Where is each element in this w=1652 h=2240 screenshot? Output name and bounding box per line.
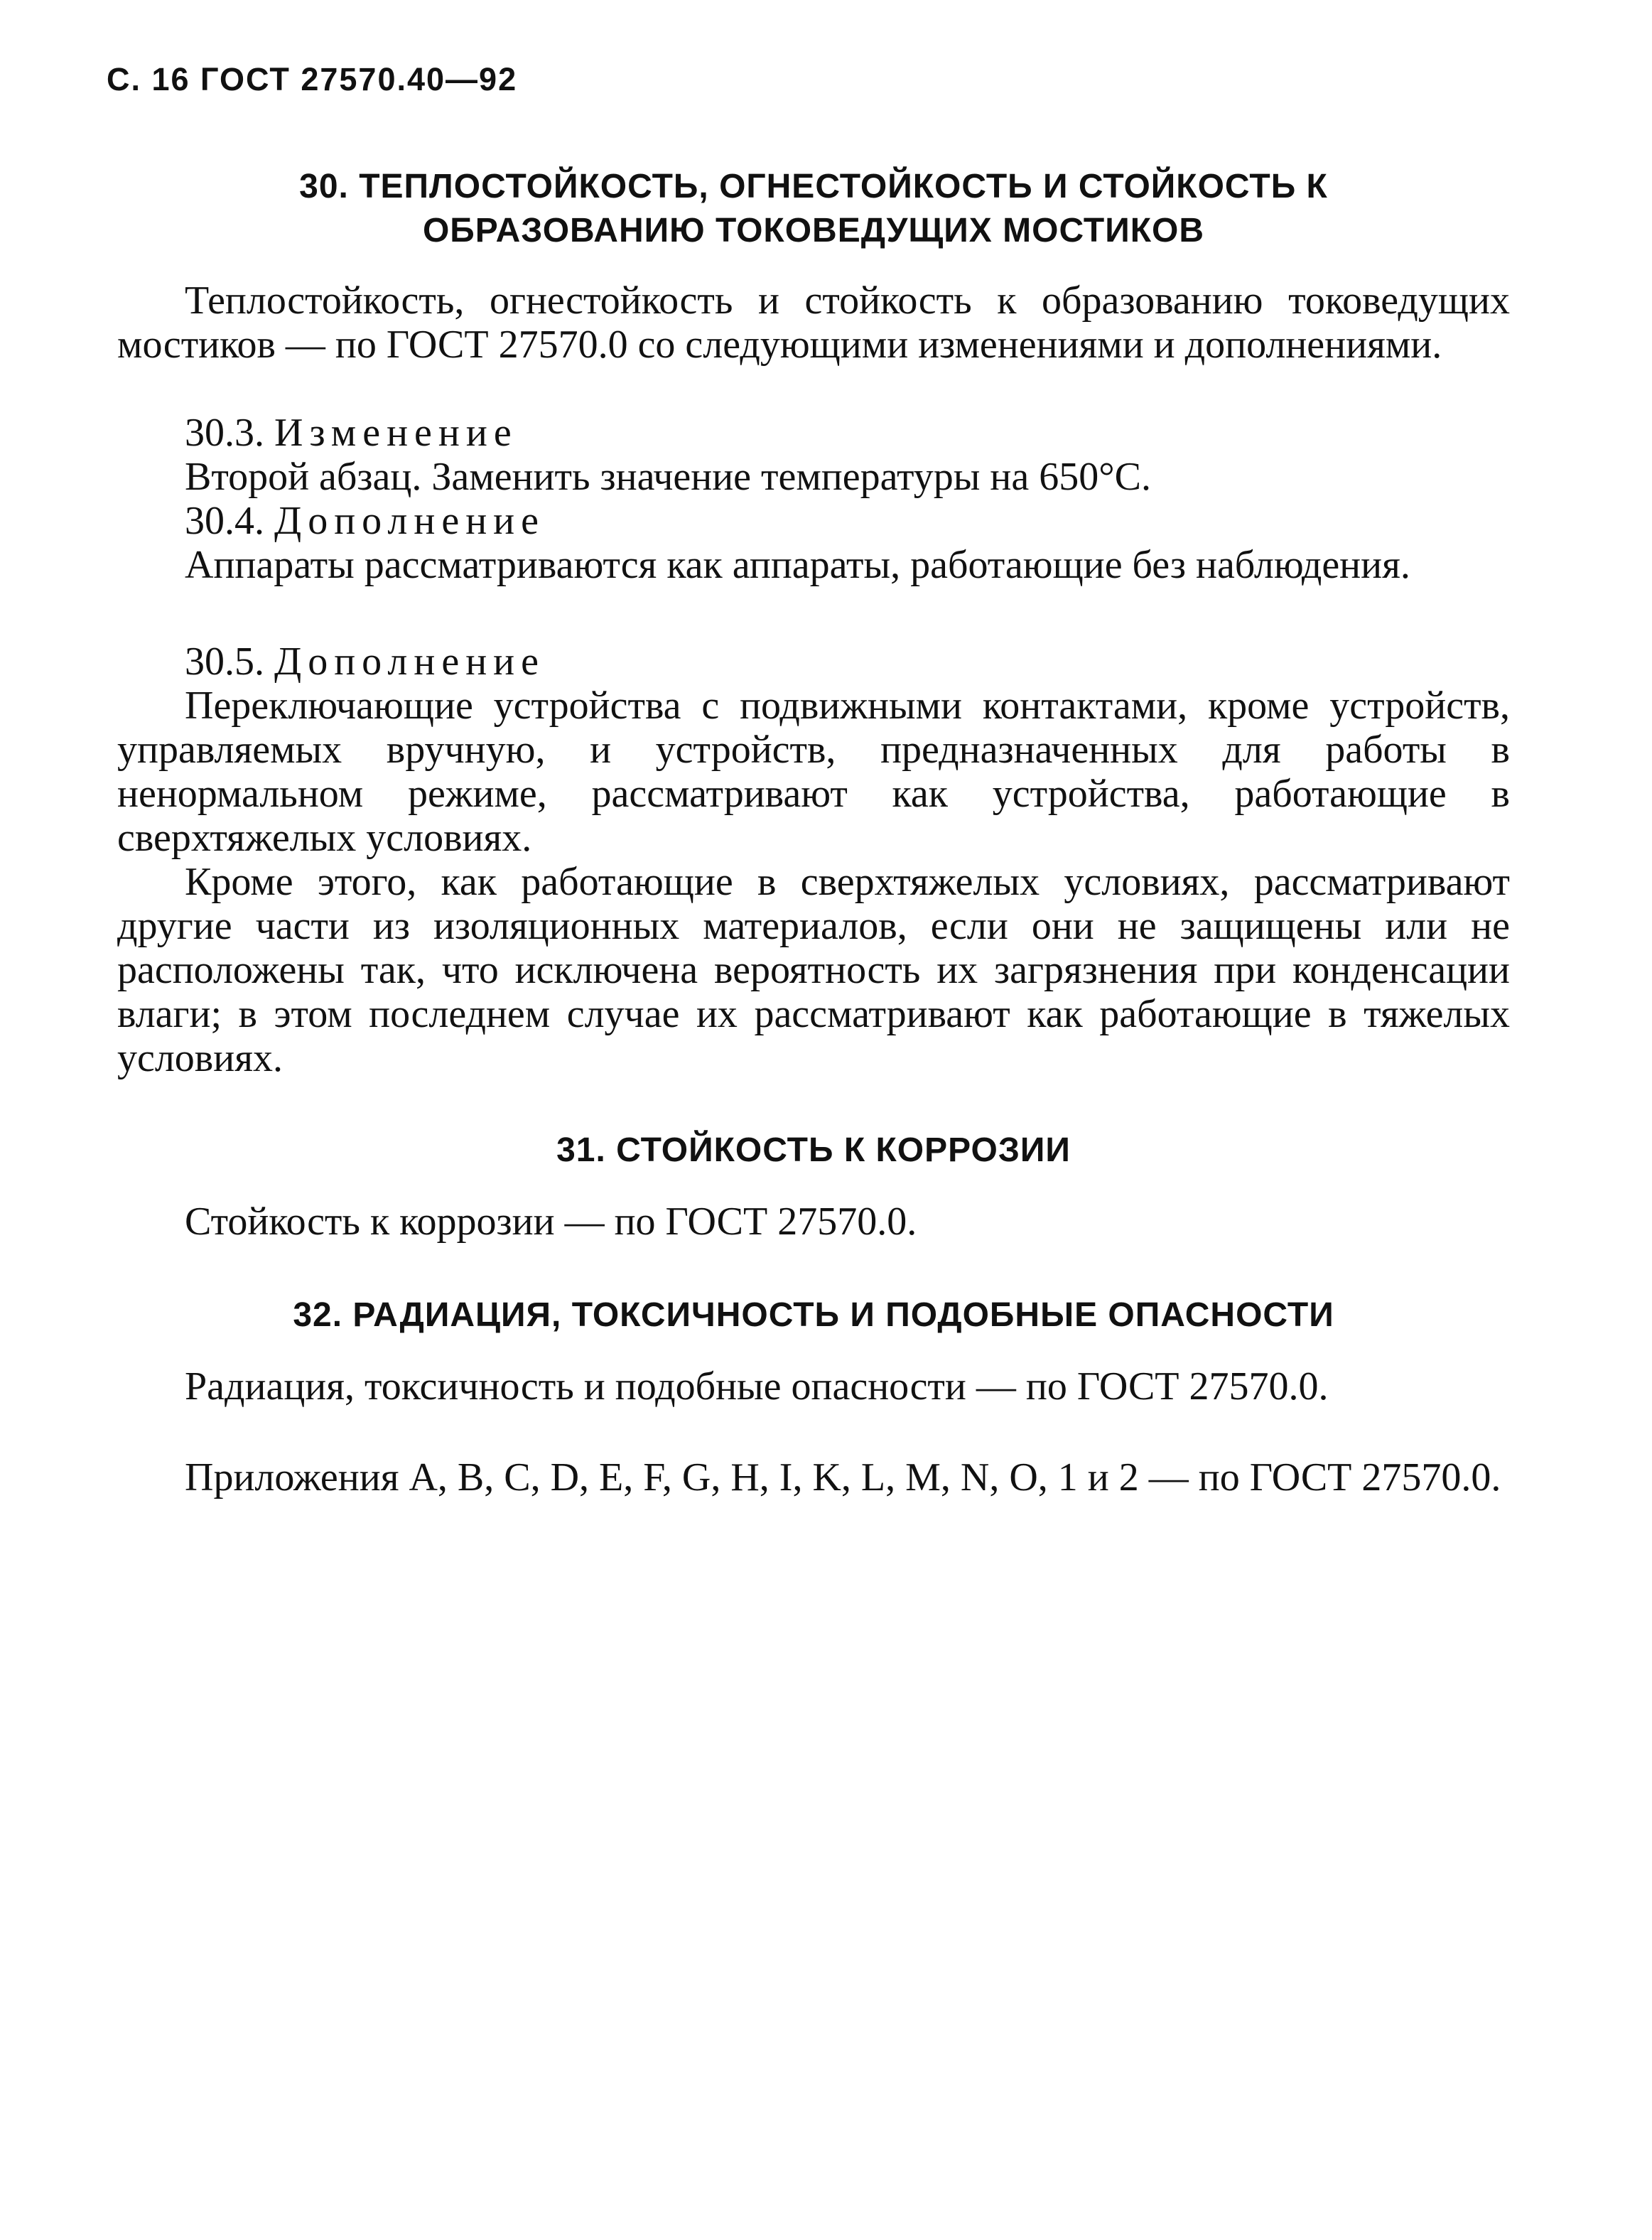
page-header: С. 16 ГОСТ 27570.40—92 — [107, 61, 518, 97]
item-30-3-number: 30.3. — [185, 411, 264, 455]
item-30-5-number: 30.5. — [185, 640, 264, 684]
item-30-3-text: Второй абзац. Заменить значение температуры на 650°С. — [185, 455, 1151, 499]
item-30-3-label: Изменение — [274, 411, 518, 455]
section-32-title: 32. РАДИАЦИЯ, ТОКСИЧНОСТЬ И ПОДОБНЫЕ ОПАСНОСТИ — [293, 1296, 1334, 1334]
section-31-title: 31. СТОЙКОСТЬ К КОРРОЗИИ — [556, 1131, 1071, 1169]
item-30-4-label: Дополнение — [274, 499, 545, 543]
appendix-text: Приложения А, В, С, D, E, F, G, H, I, K, L, M, N, O, 1 и 2 — по ГОСТ 27570.0. — [185, 1455, 1501, 1499]
section-30-title-line1: 30. ТЕПЛОСТОЙКОСТЬ, ОГНЕСТОЙКОСТЬ И СТОЙКОСТЬ К — [299, 168, 1328, 205]
section-30-intro: Теплостойкость, огнестойкость и стойкость к образованию токоведущих мостиков — по ГОСТ 27570.0 со следующими изменениями и дополнениями. — [117, 279, 1510, 367]
item-30-5-heading — [117, 640, 1510, 684]
item-30-5-text2: Кроме этого, как работающие в сверхтяжелых условиях, рассматривают другие части из изоляционных материалов, если они не защищены или не расположены так, что исключена вероятность их загрязнения при конденсации влаги; в этом последнем случае их рассматривают как работающие в тяжелых условиях. — [117, 860, 1510, 1080]
section-30-title — [117, 165, 1510, 253]
section-30-title-line2: ОБРАЗОВАНИЮ ТОКОВЕДУЩИХ МОСТИКОВ — [422, 212, 1205, 249]
item-30-3-heading — [117, 411, 1510, 455]
item-30-5-text1: Переключающие устройства с подвижными контактами, кроме устройств, управляемых вручную, и устройств, предназначенных для работы в ненормальном режиме, рассматривают как устройства, работающие в сверхтяжелых условиях. — [117, 684, 1510, 860]
section-31-text: Стойкость к коррозии — по ГОСТ 27570.0. — [185, 1200, 917, 1244]
item-30-4-heading — [117, 499, 1510, 543]
item-30-4-number: 30.4. — [185, 499, 264, 543]
section-32-text: Радиация, токсичность и подобные опасности — по ГОСТ 27570.0. — [185, 1364, 1329, 1409]
item-30-5-label: Дополнение — [274, 640, 545, 684]
item-30-4-text: Аппараты рассматриваются как аппараты, работающие без наблюдения. — [185, 543, 1410, 587]
